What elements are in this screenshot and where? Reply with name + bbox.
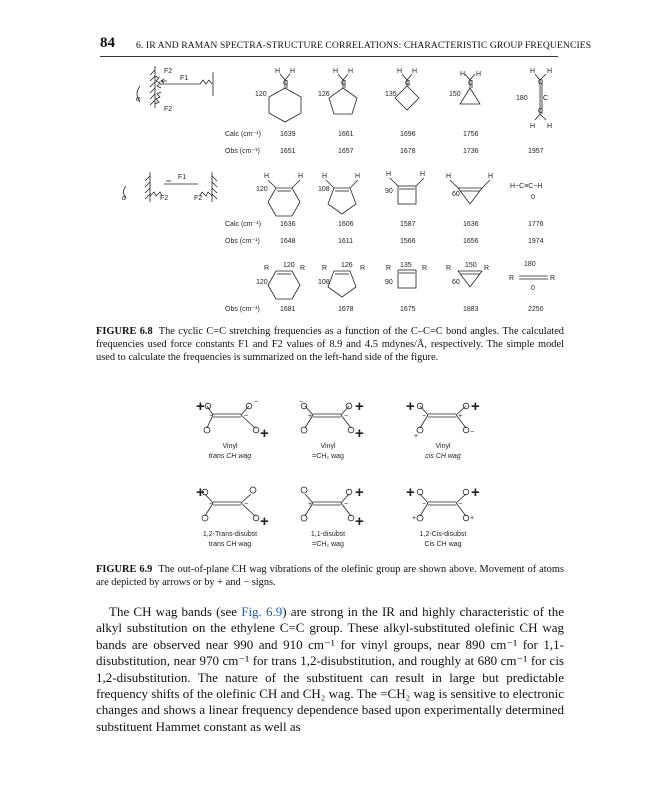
svg-text:R: R [484,265,490,272]
svg-text:2250: 2250 [528,306,544,313]
svg-text:cis CH wag: cis CH wag [425,453,461,460]
svg-text:F1: F1 [178,174,187,181]
svg-text:1,2-Trans-disubst: 1,2-Trans-disubst [202,531,258,538]
svg-text:α: α [122,195,126,202]
svg-text:−: − [344,413,349,420]
svg-text:=CH₂ wag: =CH₂ wag [312,453,344,460]
svg-text:H: H [446,173,452,180]
svg-text:1,1-disubst: 1,1-disubst [310,531,346,538]
body-text [96,604,564,735]
svg-text:H: H [333,68,339,75]
svg-text:−: − [422,413,427,420]
svg-text:+: + [406,398,415,415]
svg-text:H: H [530,68,536,75]
svg-text:150: 150 [449,91,461,98]
svg-text:R: R [446,265,452,272]
svg-text:H: H [322,173,328,180]
svg-text:trans CH wag: trans CH wag [208,541,252,548]
svg-text:H: H [298,173,304,180]
svg-text:1611: 1611 [338,238,354,245]
svg-text:180: 180 [516,95,528,102]
model-f1-label: F1 [180,75,189,82]
svg-text:C: C [468,80,474,87]
running-title: 6. IR AND RAMAN SPECTRA-STRUCTURE CORRELATIONS: CHARACTERISTIC GROUP FREQUENCIES [136,40,592,51]
svg-text:135: 135 [385,91,397,98]
svg-text:H: H [264,173,270,180]
svg-text:R: R [509,275,515,282]
svg-text:−: − [470,429,475,436]
svg-text:1587: 1587 [400,221,416,228]
svg-text:−: − [254,399,259,406]
svg-text:126: 126 [341,262,353,269]
svg-text:+: + [414,433,419,440]
figure-6-9-label: FIGURE 6.9 [96,564,153,575]
svg-text:1639: 1639 [280,131,296,138]
svg-text:−: − [209,413,214,420]
model-alpha: α [136,96,140,103]
svg-text:Vinyl: Vinyl [320,443,336,450]
svg-text:−: − [422,501,427,508]
svg-text:120: 120 [255,91,267,98]
svg-text:1,2-Cis-disubst: 1,2-Cis-disubst [419,531,467,538]
svg-text:1974: 1974 [528,238,544,245]
svg-text:C: C [538,108,544,115]
svg-text:1675: 1675 [400,306,416,313]
wag-labels [203,443,467,548]
svg-text:1656: 1656 [463,238,479,245]
svg-text:−: − [458,501,463,508]
svg-text:1651: 1651 [280,148,296,155]
alkyne-label: H−C≡C−H [510,183,543,190]
svg-text:1606: 1606 [338,221,354,228]
svg-text:1661: 1661 [338,131,354,138]
svg-text:Obs (cm⁻¹): Obs (cm⁻¹) [225,306,260,313]
svg-text:−: − [299,399,304,406]
svg-text:1776: 1776 [528,221,544,228]
svg-text:C: C [341,80,347,87]
figure-6-9-link[interactable]: Fig. 6.9 [241,604,283,619]
svg-text:−: − [344,501,349,508]
svg-text:0: 0 [531,194,535,201]
svg-text:R: R [264,265,270,272]
svg-text:135: 135 [400,262,412,269]
svg-text:H: H [412,68,418,75]
svg-text:R: R [422,265,428,272]
svg-text:H: H [397,68,403,75]
svg-text:1678: 1678 [338,306,354,313]
calc-label-1: Calc (cm⁻¹) [225,131,261,138]
figure-6-8-label: FIGURE 6.8 [96,326,153,337]
svg-text:trans CH wag: trans CH wag [208,453,252,460]
figure-6-8-caption-text: The cyclic C=C stretching frequencies as a function of the C–C=C bond angles. The calculated frequencies used force constants F1 and F2 values of 8.9 and 4.5 mdynes/Å, respectively. The simple model used to calculate the frequencies is summarized on the left-hand side of the figure. [96,326,564,363]
svg-text:1636: 1636 [463,221,479,228]
svg-text:Calc (cm⁻¹): Calc (cm⁻¹) [225,221,261,228]
svg-text:H: H [476,71,482,78]
svg-text:60: 60 [452,279,460,286]
svg-text:1636: 1636 [280,221,296,228]
svg-text:+: + [355,425,364,442]
svg-text:+: + [458,413,463,420]
svg-text:+: + [471,484,480,501]
svg-text:−: − [244,413,249,420]
svg-text:Cis CH wag: Cis CH wag [424,541,462,548]
svg-text:+: + [260,513,269,530]
svg-text:H: H [275,68,281,75]
svg-text:+: + [196,484,205,501]
svg-text:R: R [322,265,328,272]
svg-text:1957: 1957 [528,148,544,155]
svg-text:90: 90 [385,279,393,286]
svg-text:R: R [386,265,392,272]
svg-text:1883: 1883 [463,306,479,313]
svg-text:+: + [308,413,313,420]
svg-text:H: H [386,171,392,178]
svg-text:1736: 1736 [463,148,479,155]
svg-text:120: 120 [283,262,295,269]
svg-text:+: + [355,398,364,415]
svg-text:C: C [283,80,289,87]
figure-6-9-caption [96,563,564,589]
obs-label-1: Obs (cm⁻¹) [225,148,260,155]
svg-text:+: + [406,484,415,501]
svg-text:F2: F2 [194,195,203,202]
svg-text:H: H [460,71,466,78]
svg-text:H: H [488,173,494,180]
model-f2-label: F2 [164,68,173,75]
svg-text:Obs (cm⁻¹): Obs (cm⁻¹) [225,238,260,245]
svg-text:180: 180 [524,261,536,268]
svg-text:+: + [470,515,475,522]
svg-text:=CH₂ wag: =CH₂ wag [312,541,344,548]
svg-text:120: 120 [256,279,268,286]
svg-text:+: + [471,398,480,415]
svg-text:C: C [538,79,544,86]
svg-text:108: 108 [318,279,330,286]
svg-text:H: H [547,68,553,75]
svg-text:1648: 1648 [280,238,296,245]
svg-text:1681: 1681 [280,306,296,313]
svg-text:150: 150 [465,262,477,269]
page-number: 84 [100,35,115,51]
svg-text:H: H [547,123,553,130]
svg-text:Vinyl: Vinyl [222,443,238,450]
paragraph: The CH wag bands (see Fig. 6.9) are strong in the IR and highly characteristic of the alkyl substitution on the ethylene C=C group. These alkyl-substituted olefinic CH wag bands are observed near 990 and 910 cm⁻¹ for vinyl groups, near 890 cm⁻¹ for 1,1-disubstitution, near 970 cm⁻¹ for trans 1,2-disubstitution, and roughly at 680 cm⁻¹ for cis 1,2-disubstitution. The nature of the substituent can result in large but predictable frequency shifts of the olefinic CH and CH₂ wag. The =CH₂ wag is sensitive to electronic changes and shows a linear frequency dependence based upon experimentally determined substituent Hammet constant as well as [96,604,564,734]
wag-structures [202,403,469,521]
svg-text:−: − [244,501,249,508]
svg-text:60: 60 [452,191,460,198]
svg-text:H: H [290,68,296,75]
svg-text:H: H [355,173,361,180]
svg-text:90: 90 [385,188,393,195]
figure-6-9-caption-text: The out-of-plane CH wag vibrations of the olefinic group are shown above. Movement of atoms are depicted by arrows or by + and − signs. [96,564,564,588]
svg-text:0: 0 [531,285,535,292]
svg-text:+: + [260,425,269,442]
svg-text:F2: F2 [160,195,169,202]
svg-text:126: 126 [318,91,330,98]
svg-text:H: H [420,171,426,178]
svg-text:C: C [405,80,411,87]
svg-text:Vinyl: Vinyl [435,443,451,450]
svg-text:R: R [360,265,366,272]
svg-text:1696: 1696 [400,131,416,138]
svg-text:+: + [355,484,364,501]
svg-text:1678: 1678 [400,148,416,155]
svg-text:+: + [196,398,205,415]
svg-text:R: R [550,275,556,282]
svg-text:+: + [412,515,417,522]
svg-text:H: H [530,123,536,130]
svg-text:1756: 1756 [463,131,479,138]
svg-text:+: + [308,501,313,508]
svg-text:1566: 1566 [400,238,416,245]
svg-text:R: R [300,265,306,272]
svg-text:+: + [355,513,364,530]
svg-text:C: C [543,95,549,102]
wag-plus-signs [196,398,480,530]
model-f2-label-b: F2 [164,106,173,113]
svg-text:120: 120 [256,186,268,193]
svg-text:1657: 1657 [338,148,354,155]
svg-text:−: − [209,501,214,508]
svg-text:H: H [348,68,354,75]
svg-text:108: 108 [318,186,330,193]
